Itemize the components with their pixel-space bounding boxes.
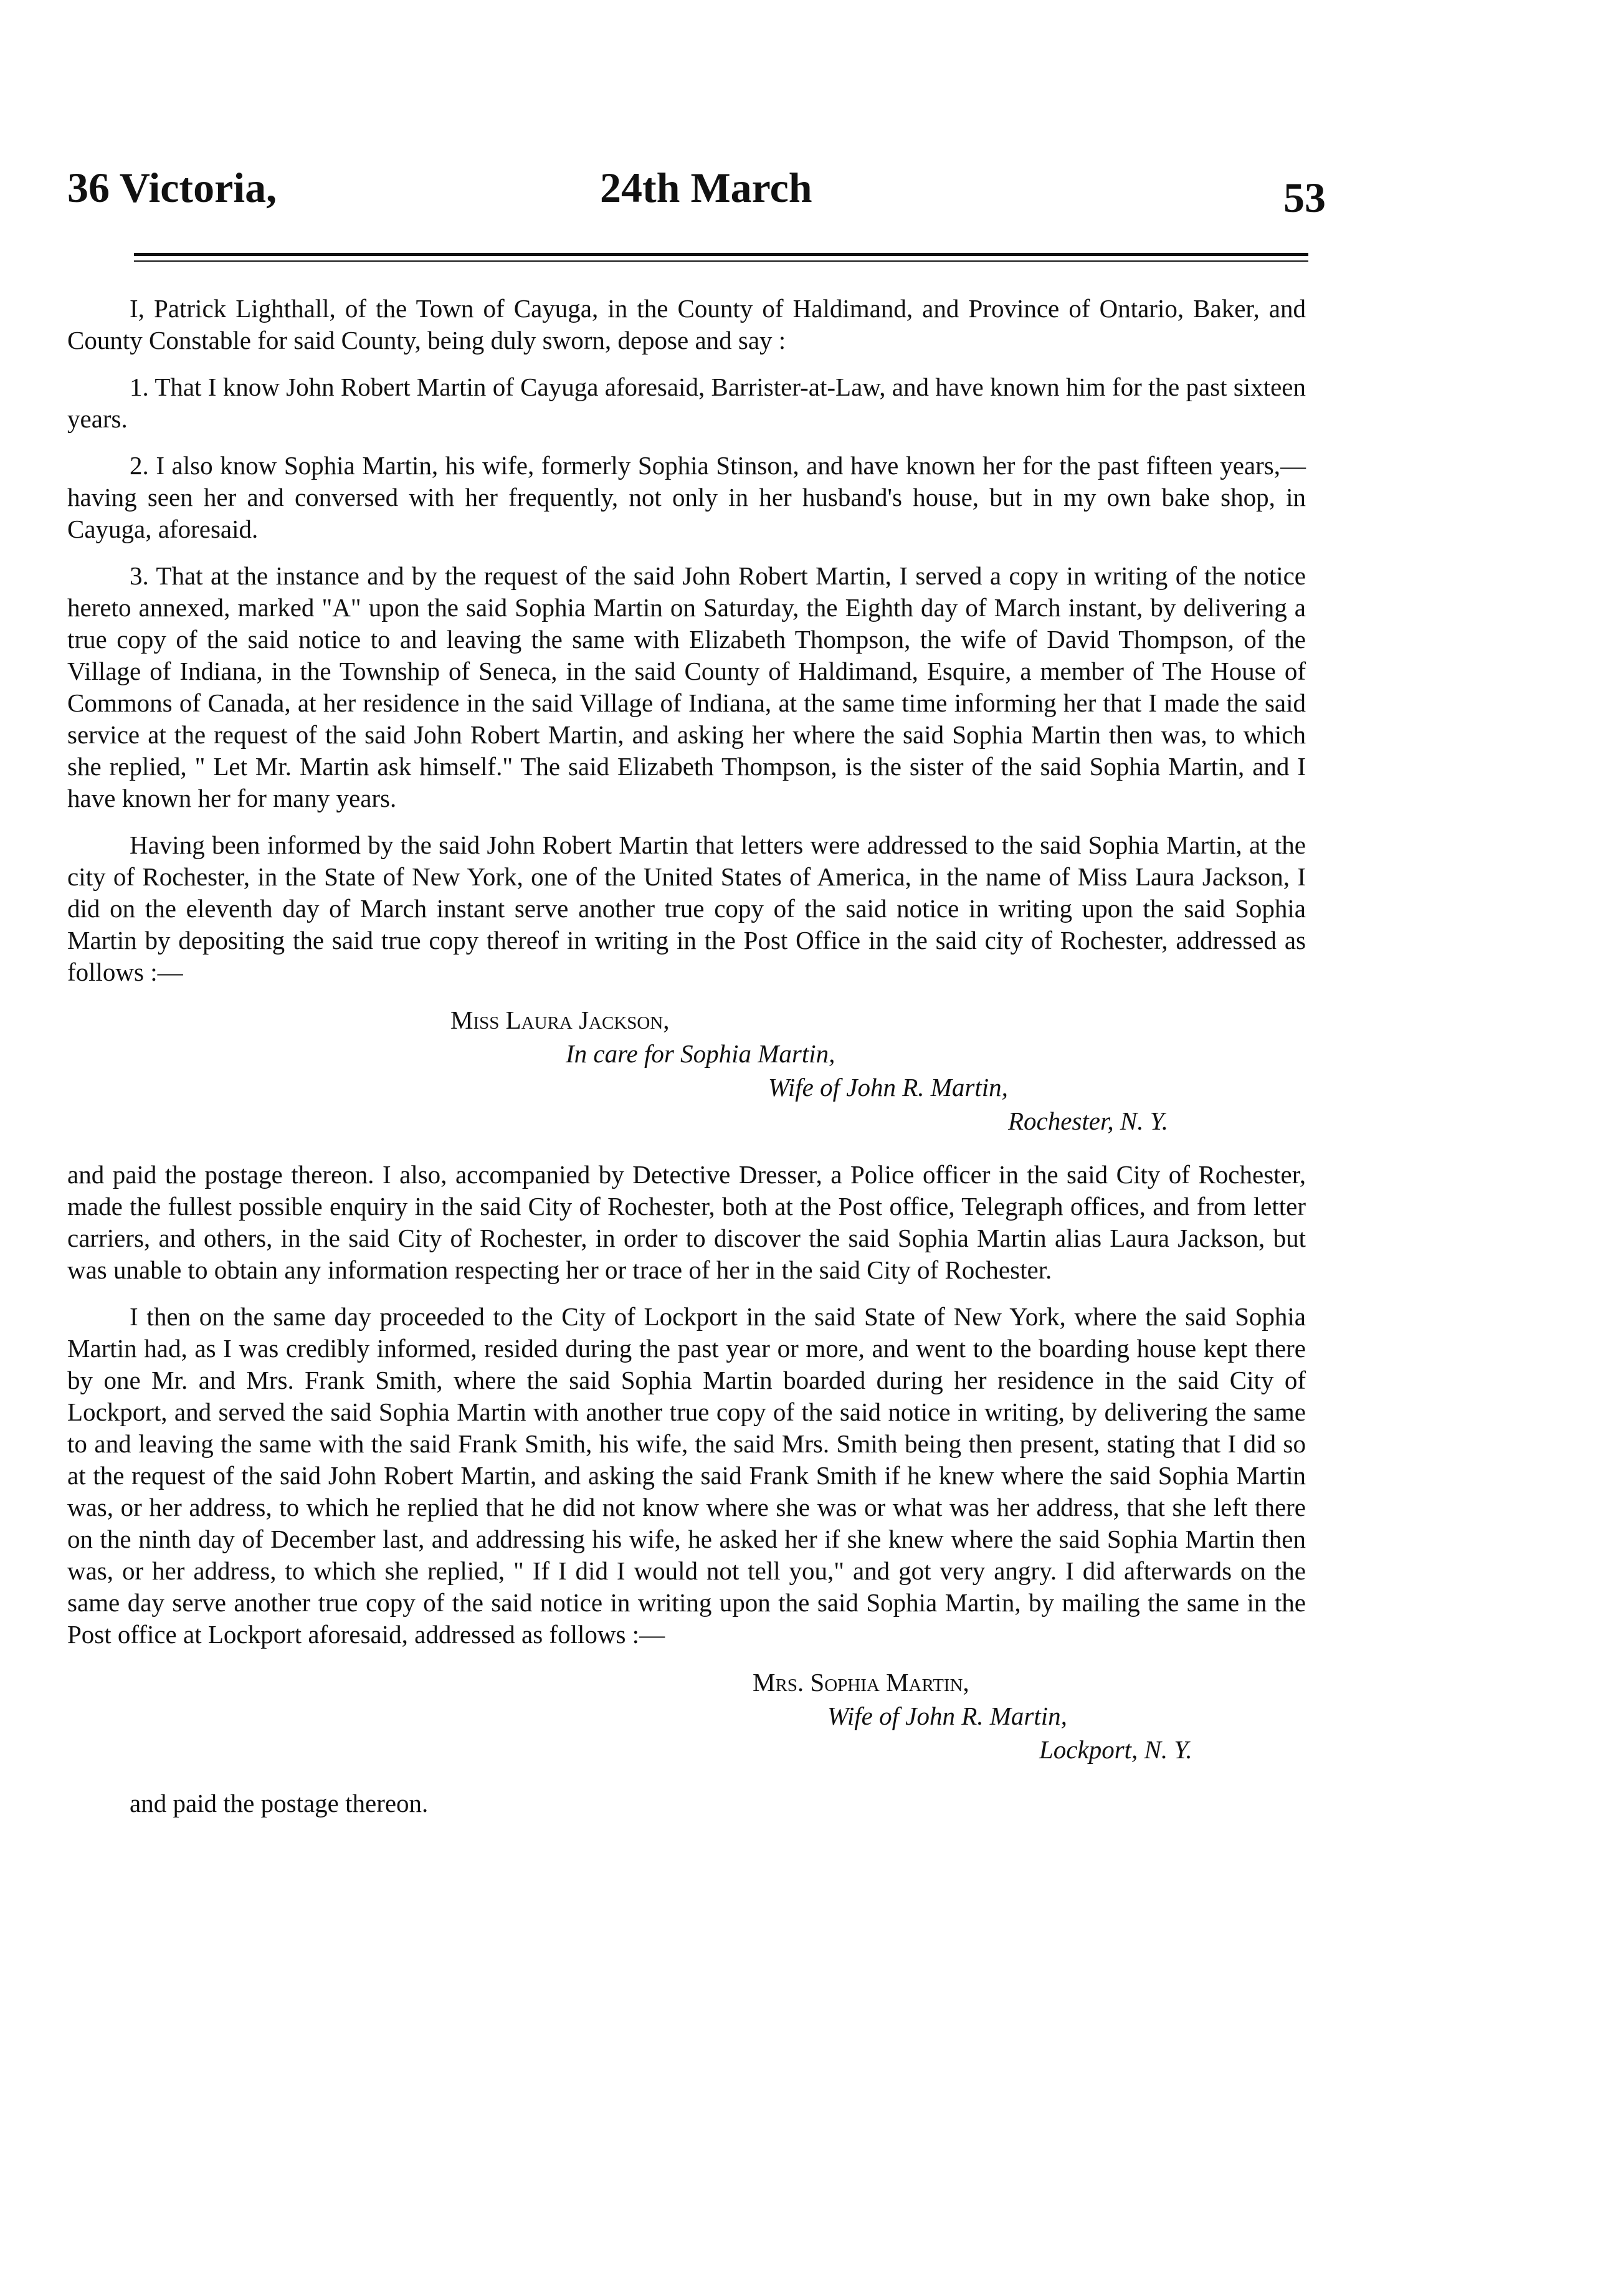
address-line: Wife of John R. Martin, — [768, 1073, 1008, 1102]
address-line: Rochester, N. Y. — [1008, 1107, 1169, 1135]
closing-line: and paid the postage thereon. — [130, 1789, 429, 1817]
paragraph-3: 3. That at the instance and by the request of the said John Robert Martin, I served a copy in writing of the notice hereto annexed, marked "A" upon the said Sophia Martin on Saturday, the Eighth day of March instant, by delivering a true copy of the said notice to and leaving the same with Elizabeth Thompson, the wife of David Thompson, of the Village of Indiana, in the Township of Seneca, in the said County of Haldimand, Esquire, a member of The House of Commons of Canada, at her residence in the said Village of Indiana, at the same time informing her that I made the said service at the request of the said John Robert Martin, and asking her where the said Sophia Martin then was, to which she replied, " Let Mr. Martin ask himself." The said Elizabeth Thompson, is the sister of the said Sophia Martin, and I have known her for many years. — [67, 561, 1306, 812]
header-session: 36 Victoria, — [67, 164, 277, 211]
address-line: In care for Sophia Martin, — [566, 1039, 835, 1068]
address-line: Lockport, N. Y. — [1039, 1735, 1192, 1764]
address-line: Mrs. Sophia Martin, — [753, 1668, 969, 1697]
address-line: Wife of John R. Martin, — [827, 1702, 1067, 1730]
paragraph-postage-enquiry: and paid the postage thereon. I also, accompanied by Detective Dresser, a Police officer in the said City of Rochester, made the fullest possible enquiry in the said City of Rochester, both at the Post office, Telegraph offices, and from letter carriers, and others, in the said City of Rochester, in order to discover the said Sophia Martin alias Laura Jackson, but was unable to obtain any information respecting her or trace of her in the said City of Rochester. — [67, 1160, 1306, 1284]
header-rule-thick — [134, 253, 1308, 256]
paragraph-2: 2. I also know Sophia Martin, his wife, formerly Sophia Stinson, and have known her for the past fifteen years,—having seen her and conversed with her frequently, not only in her husband's house, but in my own bake shop, in Cayuga, aforesaid. — [67, 451, 1306, 543]
page-header — [67, 163, 1326, 232]
affidavit-body — [67, 293, 1306, 1834]
page-number: 53 — [1283, 174, 1326, 221]
header-date: 24th March — [600, 164, 812, 211]
header-rule-thin — [134, 260, 1308, 262]
address-line: Miss Laura Jackson, — [450, 1006, 670, 1034]
paragraph-1: 1. That I know John Robert Martin of Cayuga aforesaid, Barrister-at-Law, and have known him for the past sixteen years. — [67, 373, 1306, 433]
paragraph-lockport: I then on the same day proceeded to the City of Lockport in the said State of New York, where the said Sophia Martin had, as I was credibly informed, resided during the past year or more, and went to the boarding house kept there by one Mr. and Mrs. Frank Smith, where the said Sophia Martin boarded during her residence in the said City of Lockport, and served the said Sophia Martin with another true copy of the said notice in writing, by delivering the same to and leaving the same with the said Frank Smith, his wife, the said Mrs. Smith being then present, stating that I did so at the request of the said John Robert Martin, and asking the said Frank Smith if he knew where the said Sophia Martin was, or her address, to which he replied that he did not know where she was or what was her address, that she left there on the ninth day of December last, and addressing his wife, he asked her if she knew where the said Sophia Martin then was, or her address, to which she replied, " If I did I would not tell you," and got very angry. I did afterwards on the same day serve another true copy of the said notice in writing upon the said Sophia Martin, by mailing the same in the Post office at Lockport aforesaid, addressed as follows :— — [67, 1302, 1306, 1649]
address-block-lockport — [67, 1665, 1306, 1766]
address-block-rochester — [67, 1003, 1306, 1138]
paragraph-rochester: Having been informed by the said John Robert Martin that letters were addressed to the said Sophia Martin, at the city of Rochester, in the State of New York, one of the United States of America, in the name of Miss Laura Jackson, I did on the eleventh day of March instant serve another true copy of the said notice in writing upon the said Sophia Martin by depositing the said true copy thereof in writing in the Post Office in the said city of Rochester, addressed as follows :— — [67, 831, 1306, 986]
intro-paragraph: I, Patrick Lighthall, of the Town of Cayuga, in the County of Haldimand, and Province of Ontario, Baker, and County Constable for said County, being duly sworn, depose and say : — [67, 294, 1306, 355]
